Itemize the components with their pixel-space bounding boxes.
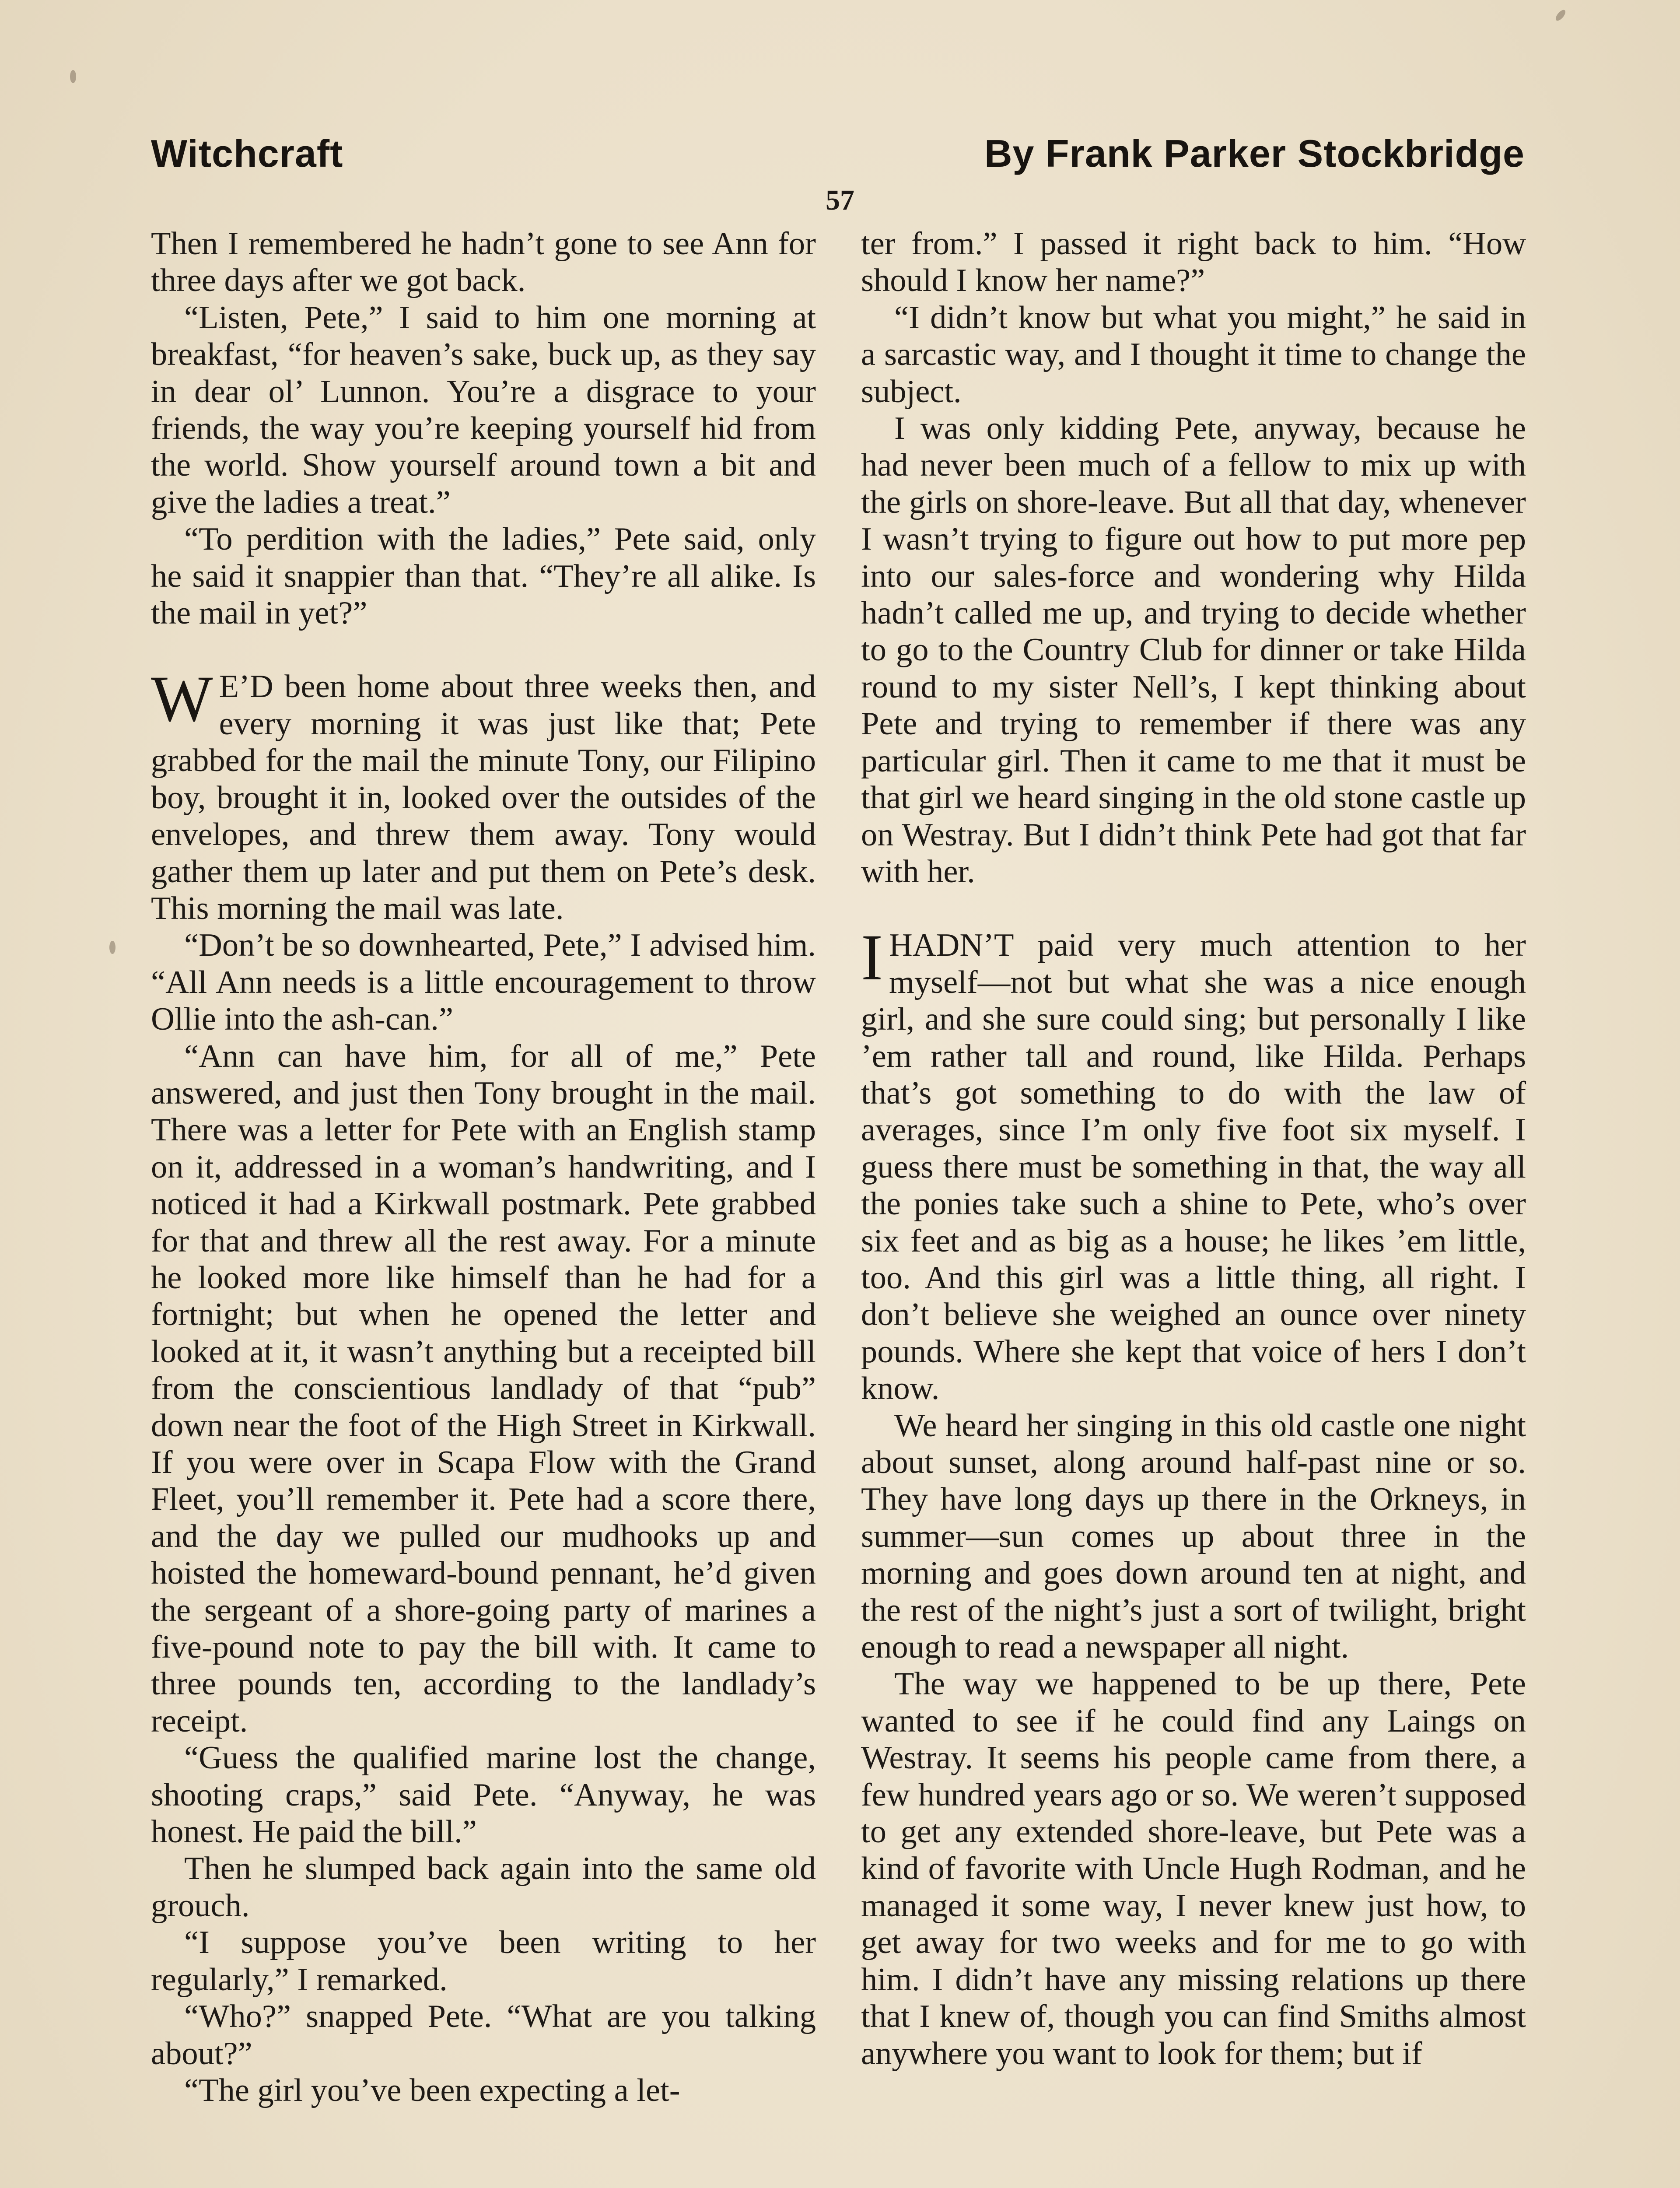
paragraph: “Who?” snapped Pete. “What are you talking about?” — [151, 1999, 816, 2072]
paragraph-text: HADN’T paid very much attention to her myself—not but what she was a nice enough girl, and she sure could sing; but personally I like ’em rather tall and round, like Hilda. Perhaps that’s got something to do with the law of averages, since I’m only five foot six myself. I guess there must be something in that, the way all the ponies take such a shine to Pete, who’s over six feet and as big as a house; he likes ’em little, too. And this girl was a little thing, all right. I don’t believe she weighed an ounce over ninety pounds. Where she kept that voice of hers I don’t know. — [861, 927, 1526, 1407]
paragraph: “Listen, Pete,” I said to him one morning at breakfast, “for heaven’s sake, buck up, as they say in dear ol’ Lunnon. You’re a disgrace to your friends, the way you’re keeping yourself hid from the world. Show yourself around town a bit and give the ladies a treat.” — [151, 299, 816, 520]
paragraph: “Guess the qualified marine lost the change, shooting craps,” said Pete. “Anyway, he was honest. He paid the bill.” — [151, 1740, 816, 1850]
print-speck — [109, 941, 116, 954]
left-column — [151, 225, 816, 2109]
section-start-paragraph — [151, 663, 816, 927]
paragraph: “I suppose you’ve been writing to her regularly,” I remarked. — [151, 1925, 816, 1998]
paragraph: ter from.” I passed it right back to him. “How should I know her name?” — [861, 226, 1526, 299]
paragraph: “I didn’t know but what you might,” he said in a sarcastic way, and I thought it time to change the subject. — [861, 299, 1526, 410]
section-start-paragraph — [861, 921, 1526, 1407]
paragraph-text: E’D been home about three weeks then, and every morning it was just like that; Pete grabbed for the mail the minute Tony, our Filipino boy, brought it in, looked over the outsides of the envelopes, and threw them away. Tony would gather them up later and put them on Pete’s desk. This morning the mail was late. — [151, 669, 816, 926]
paragraph: The way we happened to be up there, Pete wanted to see if he could find any Laings on Westray. It seems his people came from there, a few hundred years ago or so. We weren’t supposed to get any extended shore-leave, but Pete was a kind of favorite with Uncle Hugh Rodman, and he managed it some way, I never knew just how, to get away for two weeks and for me to go with him. I didn’t have any missing relations up there that I knew of, though you can find Smiths almost anywhere you want to look for them; but if — [861, 1666, 1526, 2072]
right-column — [861, 225, 1526, 2072]
paragraph: We heard her singing in this old castle one night about sunset, along around half-past nine or so. They have long days up there in the Orkneys, in summer—sun comes up about three in the morning and goes down around ten at night, and the rest of the night’s just a sort of twilight, bright enough to read a newspaper all night. — [861, 1407, 1526, 1666]
paragraph: I was only kidding Pete, anyway, because he had never been much of a fellow to mix up with the girls on shore-leave. But all that day, whenever I wasn’t trying to figure out how to put more pep into our sales-force and wondering why Hilda hadn’t called me up, and trying to decide whether to go to the Country Club for dinner or take Hilda round to my sister Nell’s, I kept thinking about Pete and trying to remember if there was any particular girl. Then it came to me that it must be that girl we heard singing in the old stone castle up on Westray. But I didn’t think Pete had got that far with her. — [861, 410, 1526, 890]
paragraph: “Ann can have him, for all of me,” Pete answered, and just then Tony brought in the mail. There was a letter for Pete with an English stamp on it, addressed in a woman’s handwriting, and I noticed it had a Kirkwall postmark. Pete grabbed for that and threw all the rest away. For a minute he looked more like himself than he had for a fortnight; but when he opened the letter and looked at it, it wasn’t anything but a receipted bill from the conscientious landlady of that “pub” down near the foot of the High Street in Kirkwall. If you were over in Scapa Flow with the Grand Fleet, you’ll remember it. Pete had a score there, and the day we pulled our mudhooks up and hoisted the homeward-bound pennant, he’d given the sergeant of a shore-going party of marines a five-pound note to pay the bill with. It came to three pounds ten, according to the landlady’s receipt. — [151, 1038, 816, 1739]
paragraph: Then he slumped back again into the same old grouch. — [151, 1851, 816, 1924]
drop-cap: I — [861, 921, 883, 994]
paragraph: “To perdition with the ladies,” Pete said, only he said it snappier than that. “They’re all alike. Is the mail in yet?” — [151, 521, 816, 631]
page-number: 57 — [826, 184, 854, 216]
paragraph: “Don’t be so downhearted, Pete,” I advised him. “All Ann needs is a little encouragement to throw Ollie into the ash-can.” — [151, 927, 816, 1038]
running-title: Witchcraft — [151, 132, 343, 175]
drop-cap: W — [151, 663, 213, 736]
author-byline: By Frank Parker Stockbridge — [984, 132, 1525, 175]
print-speck — [1554, 8, 1567, 22]
paragraph: Then I remembered he hadn’t gone to see Ann for three days after we got back. — [151, 226, 816, 299]
print-speck — [70, 70, 76, 83]
page-header — [151, 131, 1525, 184]
paragraph: “The girl you’ve been expecting a let- — [184, 2072, 680, 2108]
